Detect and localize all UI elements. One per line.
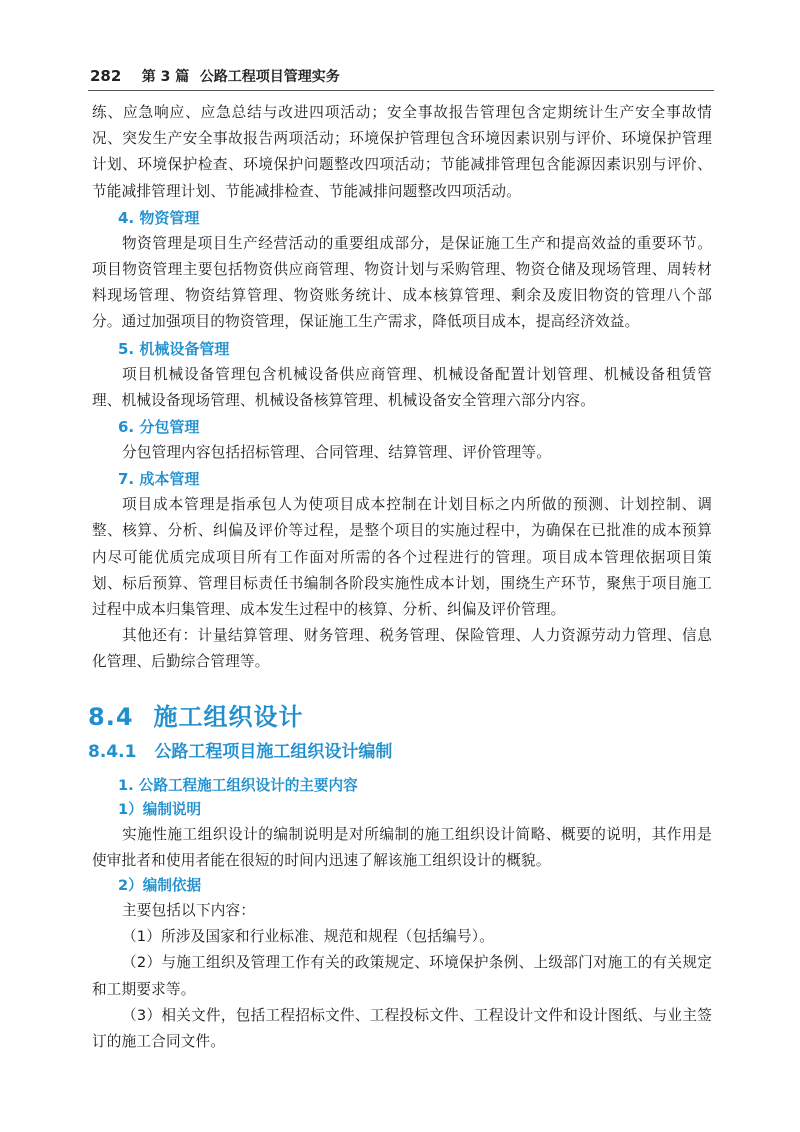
subcontract-paragraph: 分包管理内容包括招标管理、合同管理、结算管理、评价管理等。 (122, 444, 552, 462)
others-paragraph: 其他还有：计量结算管理、财务管理、税务管理、保险管理、人力资源劳动力管理、信息化管理、后勤综合管理等。 (92, 627, 712, 671)
part-title: 公路工程项目管理实务 (199, 69, 340, 85)
materials-paragraph: 物资管理是项目生产经营活动的重要组成部分，是保证施工生产和提高效益的重要环节。项目物资管理主要包括物资供应商管理、物资计划与采购管理、物资仓储及现场管理、周转材料现场管理、物资结算管理、物资账务统计、成本核算管理、剩余及废旧物资的管理八个部分。通过加强项目的物资管理，保证施工生产需求，降低项目成本，提高经济效益。 (92, 234, 712, 331)
chapter-number: 8.4 (88, 702, 134, 731)
topic-heading: 1. 公路工程施工组织设计的主要内容 (118, 776, 358, 794)
section-heading-materials: 4. 物资管理 (118, 208, 200, 227)
basis-item: （2）与施工组织及管理工作有关的政策规定、环境保护条例、上级部门对施工的有关规定和工期要求等。 (92, 954, 712, 998)
cost-paragraph: 项目成本管理是指承包人为使项目成本控制在计划目标之内所做的预测、计划控制、调整、核算、分析、纠偏及评价等过程，是整个项目的实施过程中，为确保在已批准的成本预算内尽可能优质完成项目所有工作面对所需的各个过程进行的管理。项目成本管理依据项目策划、标后预算、管理目标责任书编制各阶段实施性成本计划，围绕生产环节，聚焦于项目施工过程中成本归集管理、成本发生过程中的核算、分析、纠偏及评价管理。 (92, 496, 712, 619)
subchapter-heading (88, 738, 712, 766)
subchapter-number: 8.4.1 (88, 741, 137, 762)
intro-paragraph: 练、应急响应、应急总结与改进四项活动；安全事故报告管理包含定期统计生产安全事故情况、突发生产安全事故报告两项活动；环境保护管理包含环境因素识别与评价、环境保护管理计划、环境保护检查、环境保护问题整改四项活动；节能减排管理包含能源因素识别与评价、节能减排管理计划、节能减排检查、节能减排问题整改四项活动。 (92, 104, 712, 200)
basis-item: （1）所涉及国家和行业标准、规范和规程（包括编号）。 (122, 928, 495, 946)
basis-lead: 主要包括以下内容： (122, 902, 256, 920)
description-paragraph: 实施性施工组织设计的编制说明是对所编制的施工组织设计简略、概要的说明，其作用是使审批者和使用者能在很短的时间内迅速了解该施工组织设计的概貌。 (92, 825, 712, 869)
page-body (88, 100, 712, 1055)
running-header (90, 66, 340, 86)
basis-item: （3）相关文件，包括工程招标文件、工程投标文件、工程设计文件和设计图纸、与业主签订的施工合同文件。 (92, 1006, 712, 1051)
sub-heading-basis: 2）编制依据 (118, 877, 202, 895)
equipment-paragraph: 项目机械设备管理包含机械设备供应商管理、机械设备配置计划管理、机械设备租赁管理、机械设备现场管理、机械设备核算管理、机械设备安全管理六部分内容。 (92, 365, 712, 409)
page-number: 282 (90, 67, 122, 85)
section-heading-equipment: 5. 机械设备管理 (118, 339, 230, 358)
chapter-heading (88, 700, 712, 734)
subchapter-title: 公路工程项目施工组织设计编制 (154, 741, 393, 762)
sub-heading-description: 1）编制说明 (118, 800, 202, 818)
section-heading-subcontract: 6. 分包管理 (118, 418, 200, 437)
header-rule (88, 90, 714, 91)
part-label: 第 3 篇 (141, 69, 190, 85)
section-heading-cost: 7. 成本管理 (118, 470, 200, 489)
chapter-title: 施工组织设计 (153, 702, 304, 731)
